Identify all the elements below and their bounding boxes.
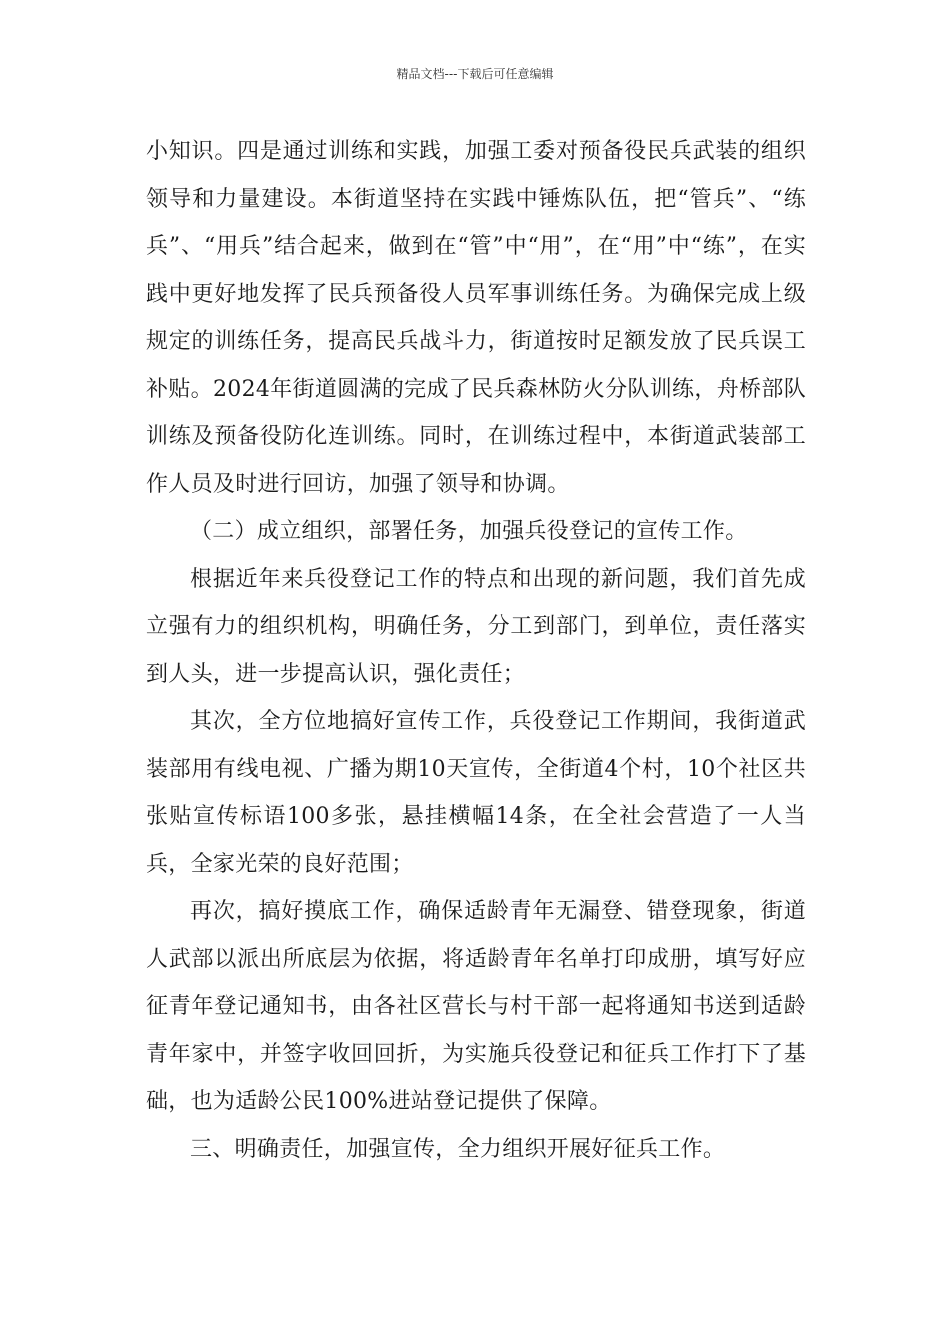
paragraph-2-heading: （二）成立组织，部署任务，加强兵役登记的宣传工作。 [190, 519, 748, 544]
paragraph-1: 小知识。四是通过训练和实践，加强工委对预备役民兵武装的组织领导和力量建设。本街道坚持在实践中锤炼队伍，把“管兵”、“练兵”、“用兵”结合起来，做到在“管”中“用”，在“用”中“练”，在实践中更好地发挥了民兵预备役人员军事训练任务。为确保完成上级规定的训练任务，提高民兵战斗力，街道按时足额发放了民兵误工补贴。2024年街道圆满的完成了民兵森林防火分队训练，舟桥部队训练及预备役防化连训练。同时，在训练过程中，本街道武装部工作人员及时进行回访，加强了领导和协调。 [146, 139, 806, 497]
page-header: 精品文档---下载后可任意编辑 [396, 67, 554, 81]
document-body [146, 128, 806, 1173]
paragraph-4: 其次，全方位地搞好宣传工作，兵役登记工作期间，我街道武装部用有线电视、广播为期10天宣传，全街道4个村，10个社区共张贴宣传标语100多张，悬挂横幅14条，在全社会营造了一人当兵，全家光荣的良好范围； [146, 709, 806, 877]
paragraph-5: 再次，搞好摸底工作，确保适龄青年无漏登、错登现象，街道人武部以派出所底层为依据，将适龄青年名单打印成册，填写好应征青年登记通知书，由各社区营长与村干部一起将通知书送到适龄青年家中，并签字收回回折，为实施兵役登记和征兵工作打下了基础，也为适龄公民100%进站登记提供了保障。 [146, 899, 806, 1114]
paragraph-6-heading: 三、明确责任，加强宣传，全力组织开展好征兵工作。 [190, 1136, 726, 1162]
paragraph-3: 根据近年来兵役登记工作的特点和出现的新问题，我们首先成立强有力的组织机构，明确任务，分工到部门，到单位，责任落实到人头，进一步提高认识，强化责任； [146, 566, 806, 687]
